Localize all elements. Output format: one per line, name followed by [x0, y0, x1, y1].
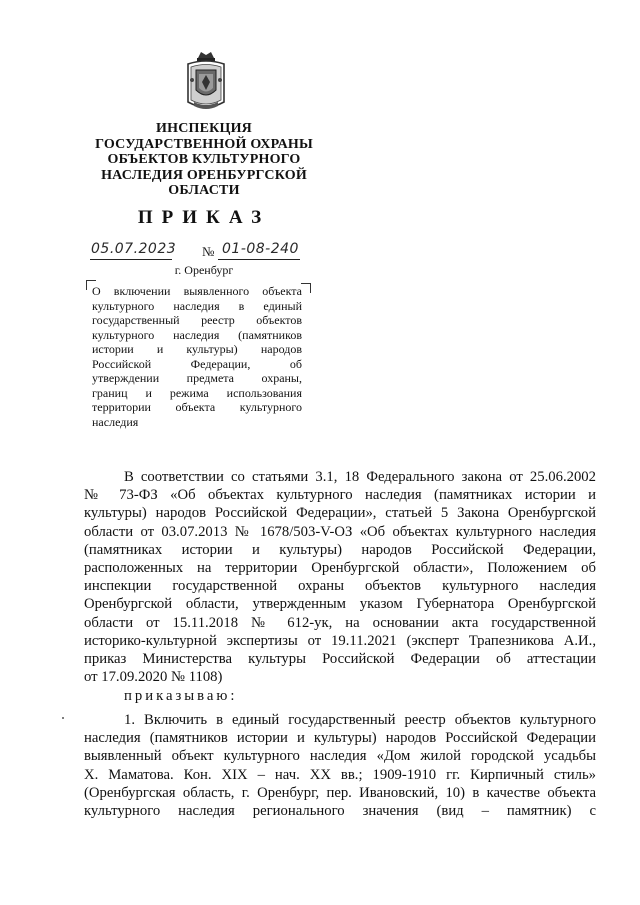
paragraph-line: расположенных на территории Оренбургской области», Положением об [84, 560, 596, 577]
org-line: ГОСУДАРСТВЕННОЙ ОХРАНЫ [95, 136, 313, 152]
subject-line: культурного наследия в единый [92, 298, 302, 313]
subject-line: культурного наследия (памятников [92, 327, 302, 342]
subject-line: О включении выявленного объекта [92, 284, 302, 298]
organization-name [86, 121, 322, 199]
order-subject [92, 284, 302, 429]
paragraph-line: (памятниках истории и культуры) народов Российской Федерации, [84, 541, 596, 558]
paragraph-line: 1. Включить в единый государственный реестр объектов культурного [124, 712, 596, 728]
subject-line: границ и режима использования [92, 385, 302, 400]
paragraph-line: наследия (памятников истории и культуры) народов Российской Федерации [84, 730, 596, 747]
city: г. Оренбург [174, 263, 234, 277]
paragraph-line: области от 15.11.2018 № 612-ук, на основании акта государственной [84, 614, 596, 631]
paragraph-line: выявленный объект культурного наследия «Дом жилой городской усадьбы [84, 748, 596, 765]
paragraph-line: (Оренбургская область, г. Оренбург, пер. Ивановский, 10) в качестве объекта [84, 784, 596, 801]
date-number-line [86, 243, 322, 263]
paragraph-line: области от 03.07.2013 № 1678/503-V-ОЗ «Об объектах культурного наследия [84, 523, 596, 540]
paragraph-line: инспекции государственной охраны объектов культурного наследия [84, 578, 596, 595]
subject-line: Российской Федерации, об [92, 356, 302, 371]
order-date: 05.07.2023 [91, 241, 177, 257]
paragraph-line: от 17.09.2020 № 1108) [84, 669, 223, 686]
order-number: 01-08-240 [222, 241, 299, 257]
paragraph-line: приказ Министерства культуры Российской Федерации об аттестации [84, 651, 596, 668]
paragraph-line: культурного наследия регионального значения (вид – памятник) с [84, 803, 596, 820]
paragraph-line: № 73-ФЗ «Об объектах культурного наследия (памятниках истории и [84, 487, 596, 504]
paragraph-line: В соответствии со статьями 3.1, 18 Федерального закона от 25.06.2002 [124, 469, 596, 485]
scan-speck [62, 717, 64, 719]
org-line: ИНСПЕКЦИЯ [156, 121, 252, 136]
coat-of-arms-emblem [184, 50, 228, 116]
subject-line: территории объекта культурного [92, 400, 302, 414]
number-sign: № [202, 244, 215, 259]
org-line: ОБЛАСТИ [168, 183, 240, 199]
paragraph-line: историко-культурной экспертизы от 19.11.2021 (эксперт Трапезникова А.И., [84, 632, 596, 649]
item-1-paragraph [84, 711, 596, 820]
paragraph-line: Оренбургской области, утвержденным указом Губернатора Оренбургской [84, 596, 596, 613]
paragraph-line: Х. Маматова. Кон. XIX – нач. XX вв.; 1909-1910 гг. Кирпичный стиль» [84, 766, 596, 783]
subject-line: наследия [92, 414, 139, 429]
subject-line: государственный реестр объектов [92, 313, 302, 327]
subject-corner-bracket-right [301, 283, 311, 293]
subject-line: истории и культуры) народов [92, 342, 302, 356]
document-type-title: ПРИКАЗ [137, 207, 271, 228]
subject-line: утверждении предмета охраны, [92, 371, 302, 385]
org-line: ОБЪЕКТОВ КУЛЬТУРНОГО [107, 152, 301, 168]
order-word: приказываю: [124, 688, 238, 704]
number-underline [218, 259, 300, 260]
paragraph-line: культуры) народов Российской Федерации», статьей 5 Закона Оренбургской [84, 505, 596, 522]
org-line: НАСЛЕДИЯ ОРЕНБУРГСКОЙ [101, 167, 307, 183]
preamble-paragraph [84, 468, 596, 686]
date-underline [90, 259, 172, 260]
